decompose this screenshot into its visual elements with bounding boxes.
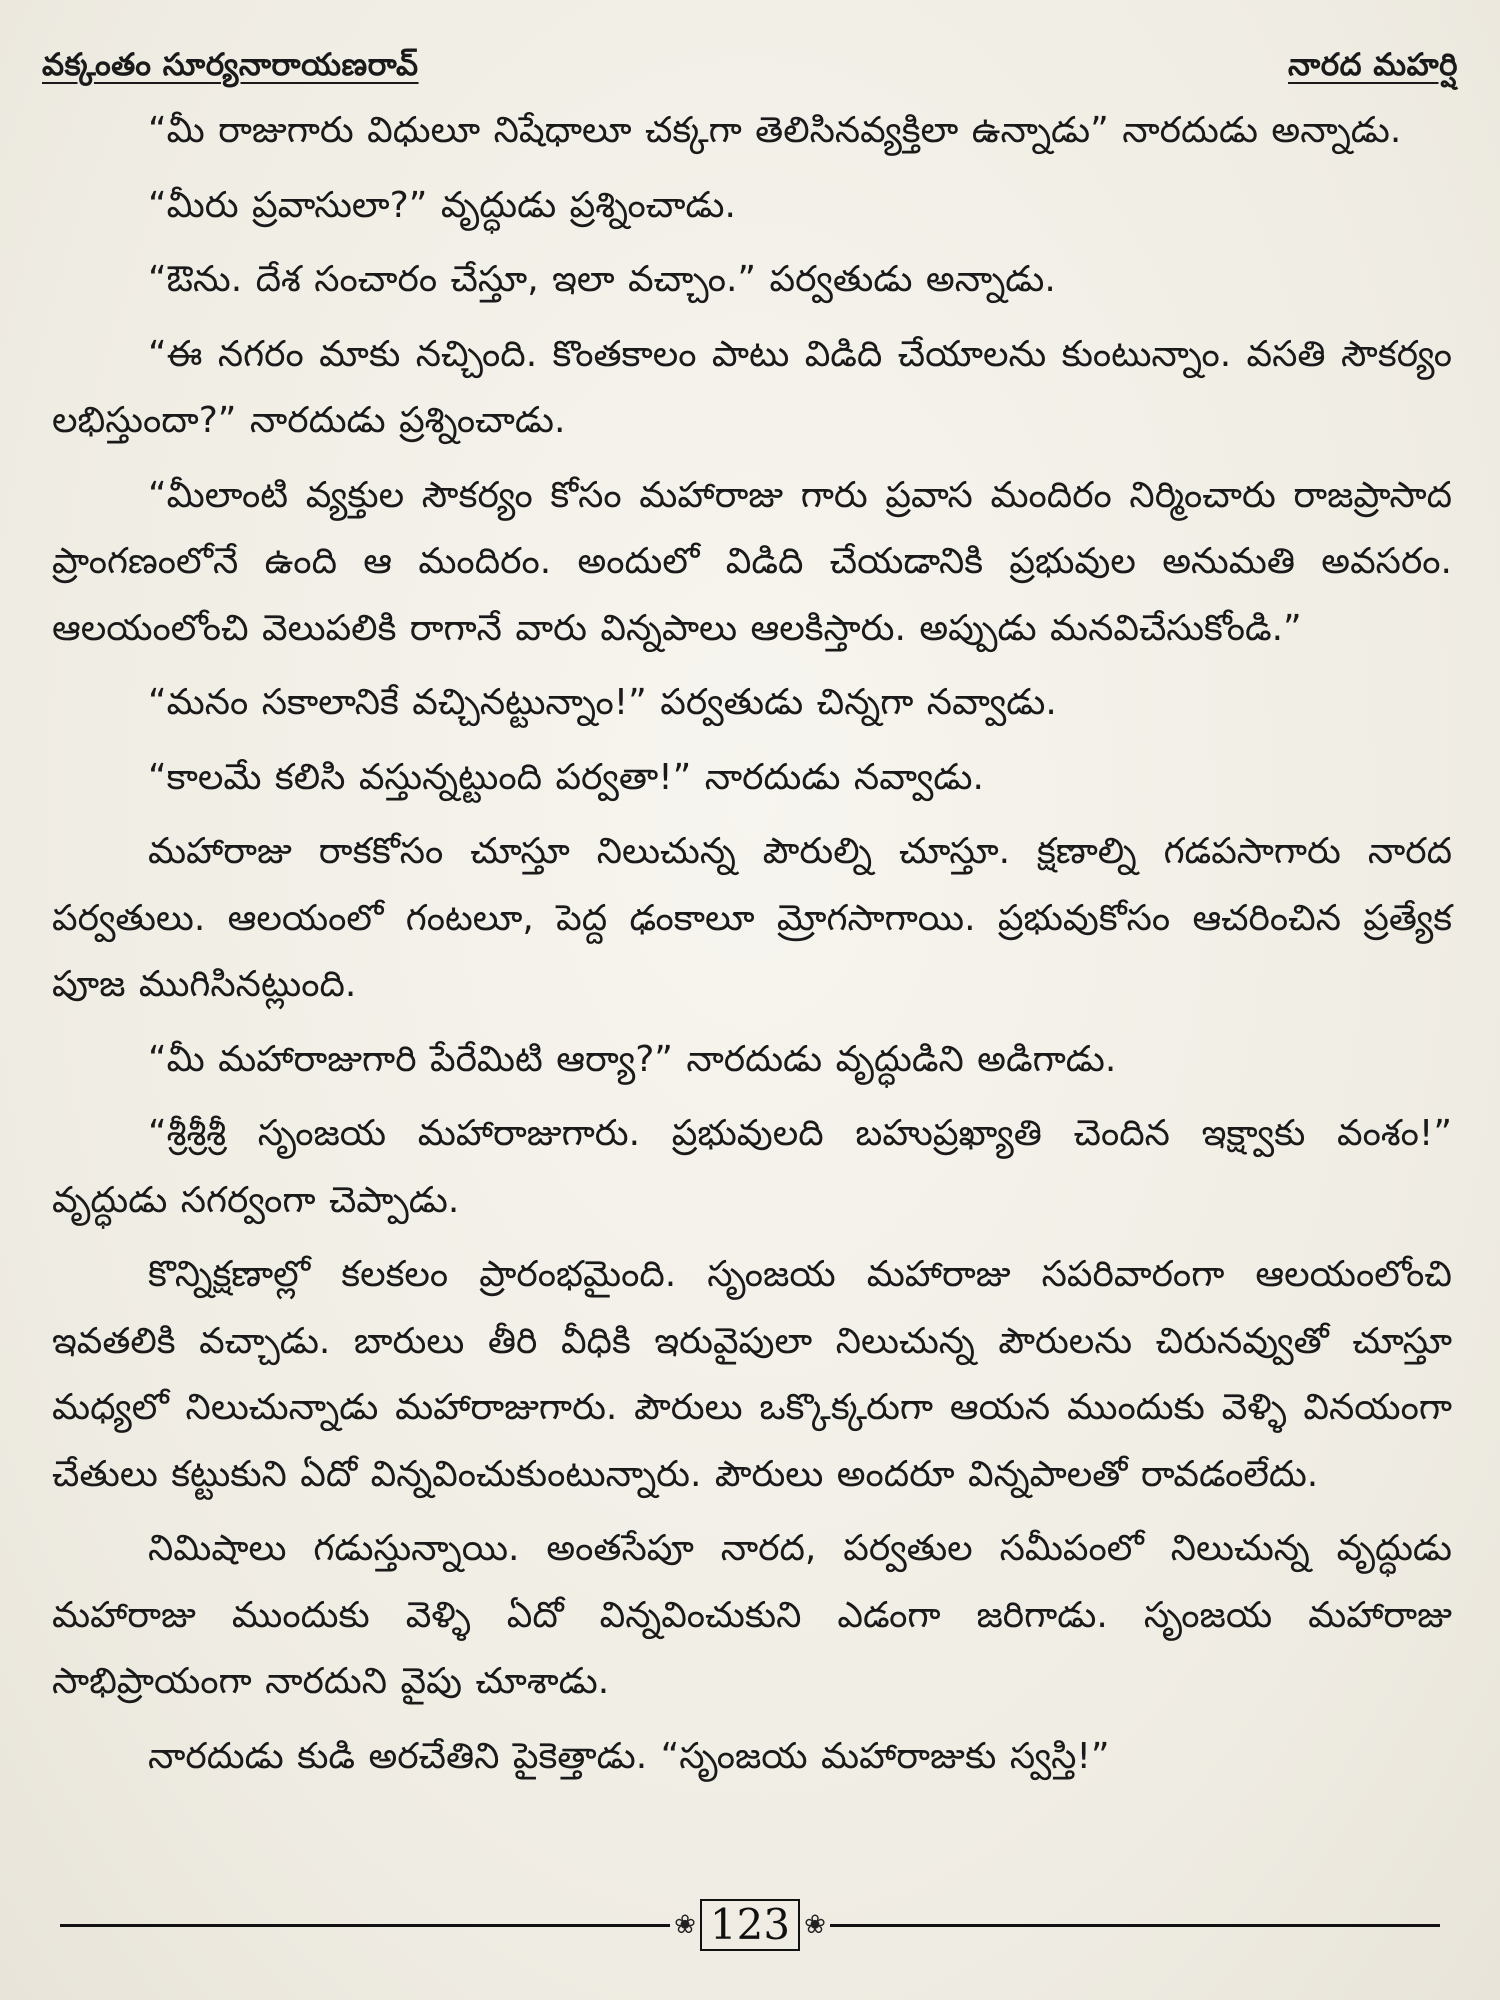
page-footer: [60, 1895, 1440, 1955]
book-title: నారద మహర్షి: [1288, 47, 1458, 83]
paragraph: “మీలాంటి వ్యక్తుల సౌకర్యం కోసం మహారాజు గారు ప్రవాస మందిరం నిర్మించారు రాజప్రాసాద ప్రాంగణంలోనే ఉంది ఆ మందిరం. అందులో విడిది చేయడానికి ప్రభువుల అనుమతి అవసరం. ఆలయంలోంచి వెలుపలికి రాగానే వారు విన్నపాలు ఆలకిస్తారు. అప్పుడు మనవిచేసుకోండి.”: [52, 474, 1452, 649]
footer-rule-left: [60, 1924, 670, 1927]
paragraph: నారదుడు కుడి అరచేతిని పైకెత్తాడు. “సృంజయ మహారాజుకు స్వస్తి!”: [148, 1735, 1110, 1777]
paragraph: “మీ రాజుగారు విధులూ నిషేధాలూ చక్కగా తెలిసినవ్యక్తిలా ఉన్నాడు” నారదుడు అన్నాడు.: [148, 110, 1402, 151]
paragraph: “మీ మహారాజుగారి పేరేమిటి ఆర్యా?” నారదుడు వృద్ధుడిని అడిగాడు.: [148, 1038, 1117, 1080]
paragraph: మహారాజు రాకకోసం చూస్తూ నిలుచున్న పౌరుల్ని చూస్తూ. క్షణాల్ని గడపసాగారు నారద పర్వతులు. ఆలయంలో గంటలూ, పెద్ద ఢంకాలూ మ్రోగసాగాయి. ప్రభువుకోసం ఆచరించిన ప్రత్యేక పూజ ముగిసినట్లుంది.: [52, 831, 1452, 1005]
footer-rule-right: [830, 1924, 1440, 1927]
author-name: వక్కంతం సూర్యనారాయణరావ్: [42, 47, 419, 83]
paragraph: “మనం సకాలానికే వచ్చినట్టున్నాం!” పర్వతుడు చిన్నగా నవ్వాడు.: [148, 682, 1057, 723]
paragraph: నిమిషాలు గడుస్తున్నాయి. అంతసేపూ నారద, పర్వతుల సమీపంలో నిలుచున్న వృద్ధుడు మహారాజు ముందుకు వెళ్ళి ఏదో విన్నవించుకుని ఎడంగా జరిగాడు. సృంజయ మహారాజు సాభిప్రాయంగా నారదుని వైపు చూశాడు.: [52, 1528, 1452, 1702]
page-header: [42, 40, 1458, 90]
paragraph: “ఔను. దేశ సంచారం చేస్తూ, ఇలా వచ్చాం.” పర్వతుడు అన్నాడు.: [148, 259, 1056, 300]
ornament-right-icon: ❀: [804, 1910, 826, 1940]
paragraph: “శ్రీశ్రీశ్రీ సృంజయ మహారాజుగారు. ప్రభువులది బహుప్రఖ్యాతి చెందిన ఇక్ష్వాకు వంశం!” వృద్ధుడు సగర్వంగా చెప్పాడు.: [52, 1113, 1452, 1221]
paragraph: “మీరు ప్రవాసులా?” వృద్ధుడు ప్రశ్నించాడు.: [148, 184, 736, 226]
page-number: 123: [700, 1899, 800, 1951]
page-body: [52, 98, 1452, 1866]
paragraph: “ఈ నగరం మాకు నచ్చింది. కొంతకాలం పాటు విడిది చేయాలను కుంటున్నాం. వసతి సౌకర్యం లభిస్తుందా?” నారదుడు ప్రశ్నించాడు.: [52, 333, 1452, 441]
paragraph: “కాలమే కలిసి వస్తున్నట్టుంది పర్వతా!” నారదుడు నవ్వాడు.: [148, 756, 984, 798]
paragraph: కొన్నిక్షణాల్లో కలకలం ప్రారంభమైంది. సృంజయ మహారాజు సపరివారంగా ఆలయంలోంచి ఇవతలికి వచ్చాడు. బారులు తీరి వీధికి ఇరువైపులా నిలుచున్న పౌరులను చిరునవ్వుతో చూస్తూ మధ్యలో నిలుచున్నాడు మహారాజుగారు. పౌరులు ఒక్కొక్కరుగా ఆయన ముందుకు వెళ్ళి వినయంగా చేతులు కట్టుకుని ఏదో విన్నవించుకుంటున్నారు. పౌరులు అందరూ విన్నపాలతో రావడంలేదు.: [52, 1254, 1452, 1495]
ornament-left-icon: ❀: [674, 1910, 696, 1940]
